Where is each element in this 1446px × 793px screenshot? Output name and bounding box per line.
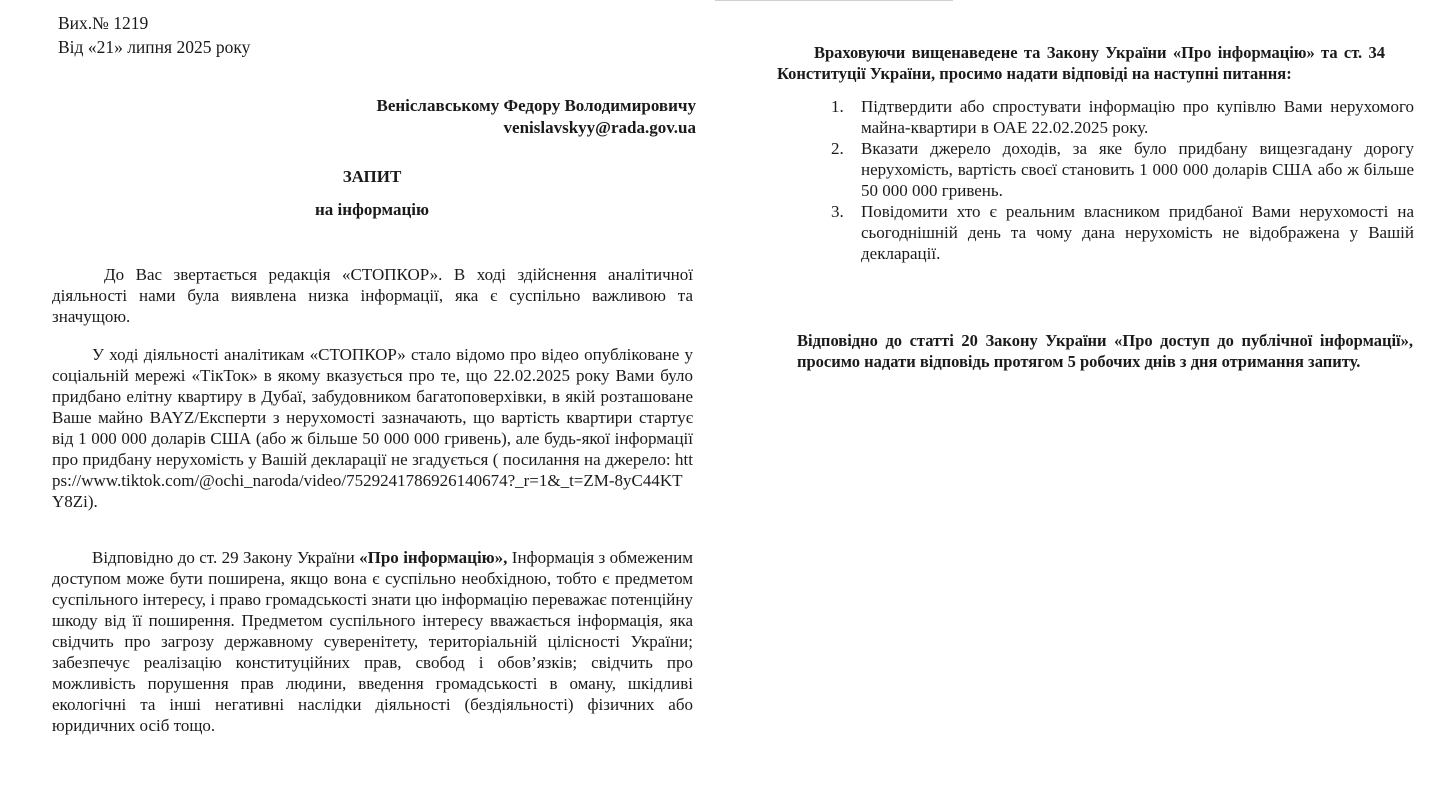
question-text: Підтвердити або спростувати інформацію про купівлю Вами нерухомого майна-квартири в ОАЕ 22.02.2025 року.	[861, 97, 1414, 137]
questions-list	[831, 96, 1414, 264]
page-top-divider	[715, 0, 953, 1]
paragraph-legal-start: Відповідно до ст. 29 Закону України	[92, 548, 360, 567]
paragraph-findings	[52, 344, 693, 512]
outgoing-number: Вих.№ 1219	[58, 13, 149, 33]
question-text: Вказати джерело доходів, за яке було придбану вищезгадану дорогу нерухомість, вартість своєї становить 1 000 000 доларів США або ж більше 50 000 000 гривень.	[861, 139, 1414, 200]
list-item	[831, 96, 1414, 138]
paragraph-intro: До Вас звертається редакція «СТОПКОР». В ході здійснення аналітичної діяльності нами була виявлена низка інформації, яка є суспільно важливою та значущою.	[52, 265, 693, 326]
document-title: ЗАПИТ	[342, 167, 402, 186]
letter-date: Від «21» липня 2025 року	[58, 37, 251, 57]
law-name-bold: «Про інформацію»,	[359, 548, 508, 567]
question-number: 3.	[831, 202, 844, 221]
paragraph-findings-end: ).	[87, 492, 98, 511]
addressee-name: Веніславському Федору Володимировичу	[376, 96, 696, 115]
paragraph-legal-rest: Інформація з обмеженим доступом може бути поширена, якщо вона є суспільно необхідною, тобто є предметом суспільного інтересу, і право громадськості знати цю інформацію переважає потенційну шкоду від її поширення. Предметом суспільного інтересу вважається інформація, яка свідчить про загрозу державному суверенітету, територіальній цілісності України; забезпечує реалізацію конституційних прав, свобод і обов’язків; свідчить про можливість порушення прав людини, введення громадськості в оману, шкідливі екологічні та інші негативні наслідки діяльності (бездіяльності) фізичних або юридичних осіб тощо.	[52, 548, 693, 735]
letter-page-right	[723, 0, 1446, 793]
addressee-email: venislavskyy@rada.gov.ua	[503, 118, 696, 137]
paragraph-legal-basis	[52, 547, 693, 736]
question-text: Повідомити хто є реальним власником придбаної Вами нерухомості на сьогоднішній день та чому дана нерухомість не відображена у Вашій декларації.	[861, 202, 1414, 263]
addressee-block	[376, 95, 696, 139]
source-link: https://www.tiktok.com/@ochi_naroda/video/7529241786926140674?_r=1&_t=ZM-8yC44KTY8Zi	[52, 450, 693, 511]
question-number: 1.	[831, 97, 844, 116]
paragraph-findings-text: У ході діяльності аналітикам «СТОПКОР» стало відомо про відео опубліковане у соціальній мережі «ТікТок» в якому вказується про те, що 22.02.2025 року Вами було придбано елітну квартиру в Дубаї, забудовником багатоповерхівки, в якій розташоване Ваше майно BAYZ/Експерти з нерухомості зазначають, що вартість квартири стартує від 1 000 000 доларів США (або ж більше 50 000 000 гривень), але будь-якої інформації про придбану нерухомість у Вашій декларації не згадується ( посилання на джерело:	[52, 345, 693, 469]
document-subtitle: на інформацію	[315, 200, 429, 219]
list-item	[831, 138, 1414, 201]
questions-intro: Враховуючи вищенаведене та Закону України «Про інформацію» та ст. 34 Конституції України, просимо надати відповіді на наступні питання:	[777, 43, 1385, 83]
question-number: 2.	[831, 139, 844, 158]
list-item	[831, 201, 1414, 264]
closing-request: Відповідно до статті 20 Закону України «Про доступ до публічної інформації», просимо надати відповідь протягом 5 робочих днів з дня отримання запиту.	[797, 331, 1413, 371]
